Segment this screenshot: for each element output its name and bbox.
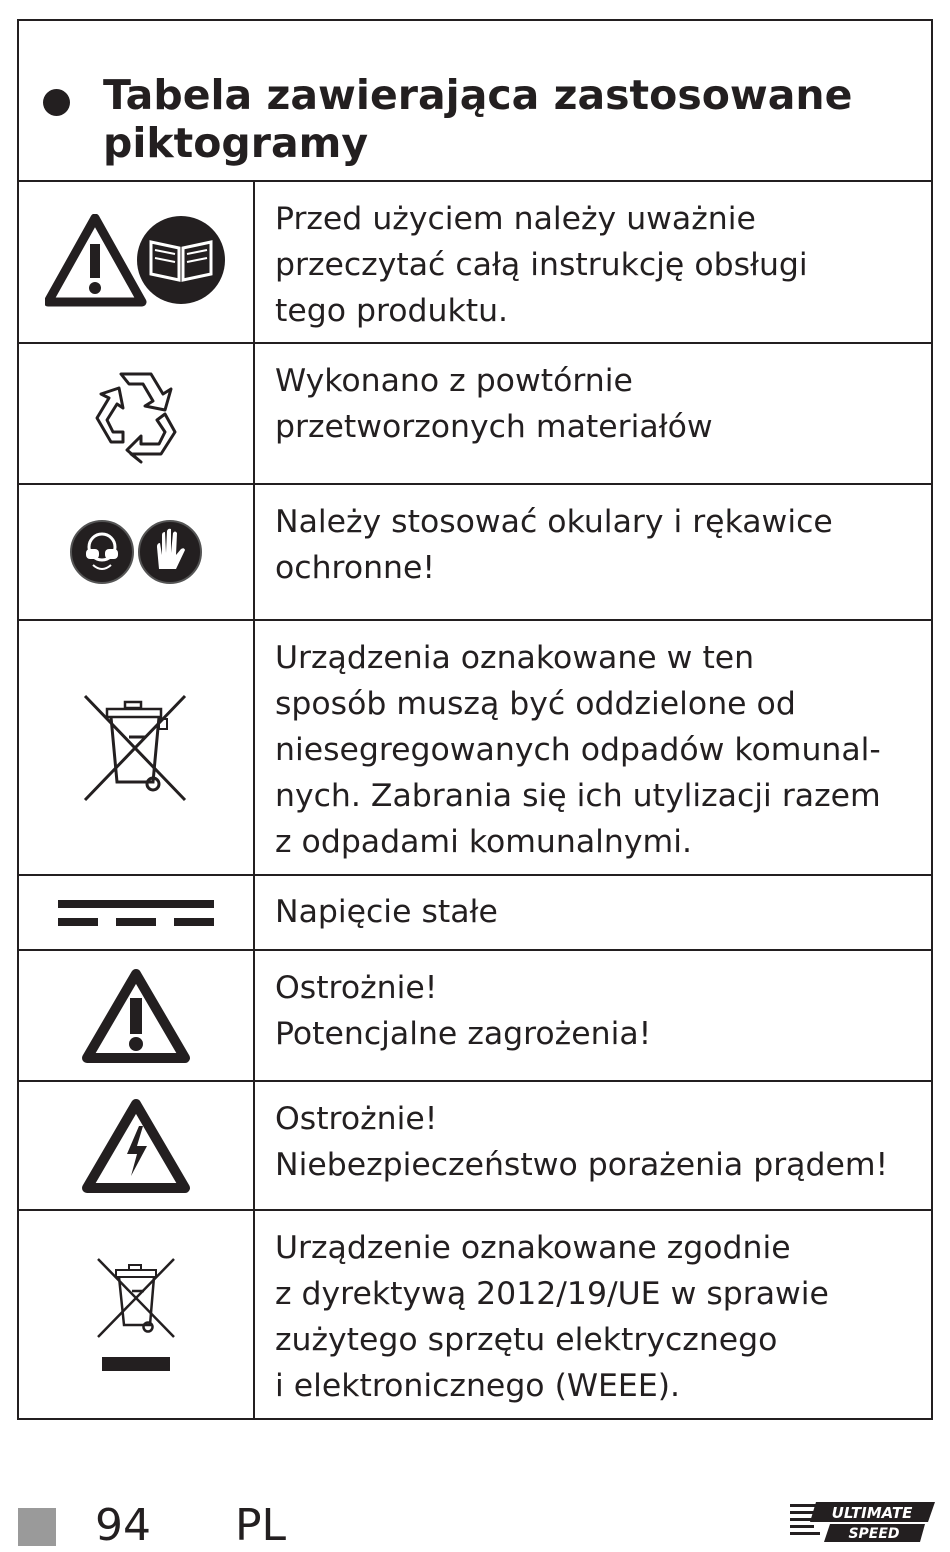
direct-current-icon	[56, 898, 216, 928]
warning-read-manual-icon	[45, 214, 227, 310]
table-title: Tabela zawierająca zastosowane piktogramy	[103, 71, 853, 167]
row-text: Należy stosować okulary i rękawice ochronne!	[275, 504, 833, 586]
electric-shock-icon	[81, 1098, 191, 1194]
row-text: Ostrożnie! Niebezpieczeństwo porażenia prądem!	[275, 1101, 889, 1183]
logo-line2: SPEED	[848, 1526, 900, 1542]
crossed-bin-icon	[81, 692, 191, 804]
table-title-row	[19, 21, 931, 182]
row-text: Przed użyciem należy uważnie przeczytać całą instrukcję obsługi tego produktu.	[275, 201, 808, 329]
pictogram-table	[17, 19, 933, 1420]
row-text: Urządzenia oznakowane w ten sposób muszą być oddzielone od niesegregowanych odpadów komunal- nych. Zabrania się ich utylizacji razem z odpadami komunalnymi.	[275, 640, 881, 860]
table-row	[19, 876, 931, 951]
table-row	[19, 1082, 931, 1211]
brand-logo	[790, 1500, 935, 1544]
row-text: Wykonano z powtórnie przetworzonych materiałów	[275, 363, 713, 445]
recycling-icon	[81, 362, 191, 466]
footer-marker	[18, 1508, 56, 1546]
bullet-icon	[43, 89, 70, 116]
row-text: Napięcie stałe	[275, 894, 498, 930]
table-row	[19, 621, 931, 876]
table-row	[19, 1211, 931, 1418]
page-number: 94	[95, 1500, 151, 1551]
row-text: Ostrożnie! Potencjalne zagrożenia!	[275, 970, 652, 1052]
goggles-gloves-icon	[69, 519, 203, 585]
table-row	[19, 951, 931, 1082]
weee-bin-bar-icon	[94, 1255, 178, 1375]
language-code: PL	[235, 1500, 287, 1551]
row-text: Urządzenie oznakowane zgodnie z dyrektywą 2012/19/UE w sprawie zużytego sprzętu elektrycznego i elektronicznego (WEEE).	[275, 1230, 829, 1404]
warning-triangle-icon	[81, 968, 191, 1064]
table-row	[19, 182, 931, 344]
table-row	[19, 485, 931, 621]
logo-line1: ULTIMATE	[831, 1504, 913, 1522]
table-row	[19, 344, 931, 485]
